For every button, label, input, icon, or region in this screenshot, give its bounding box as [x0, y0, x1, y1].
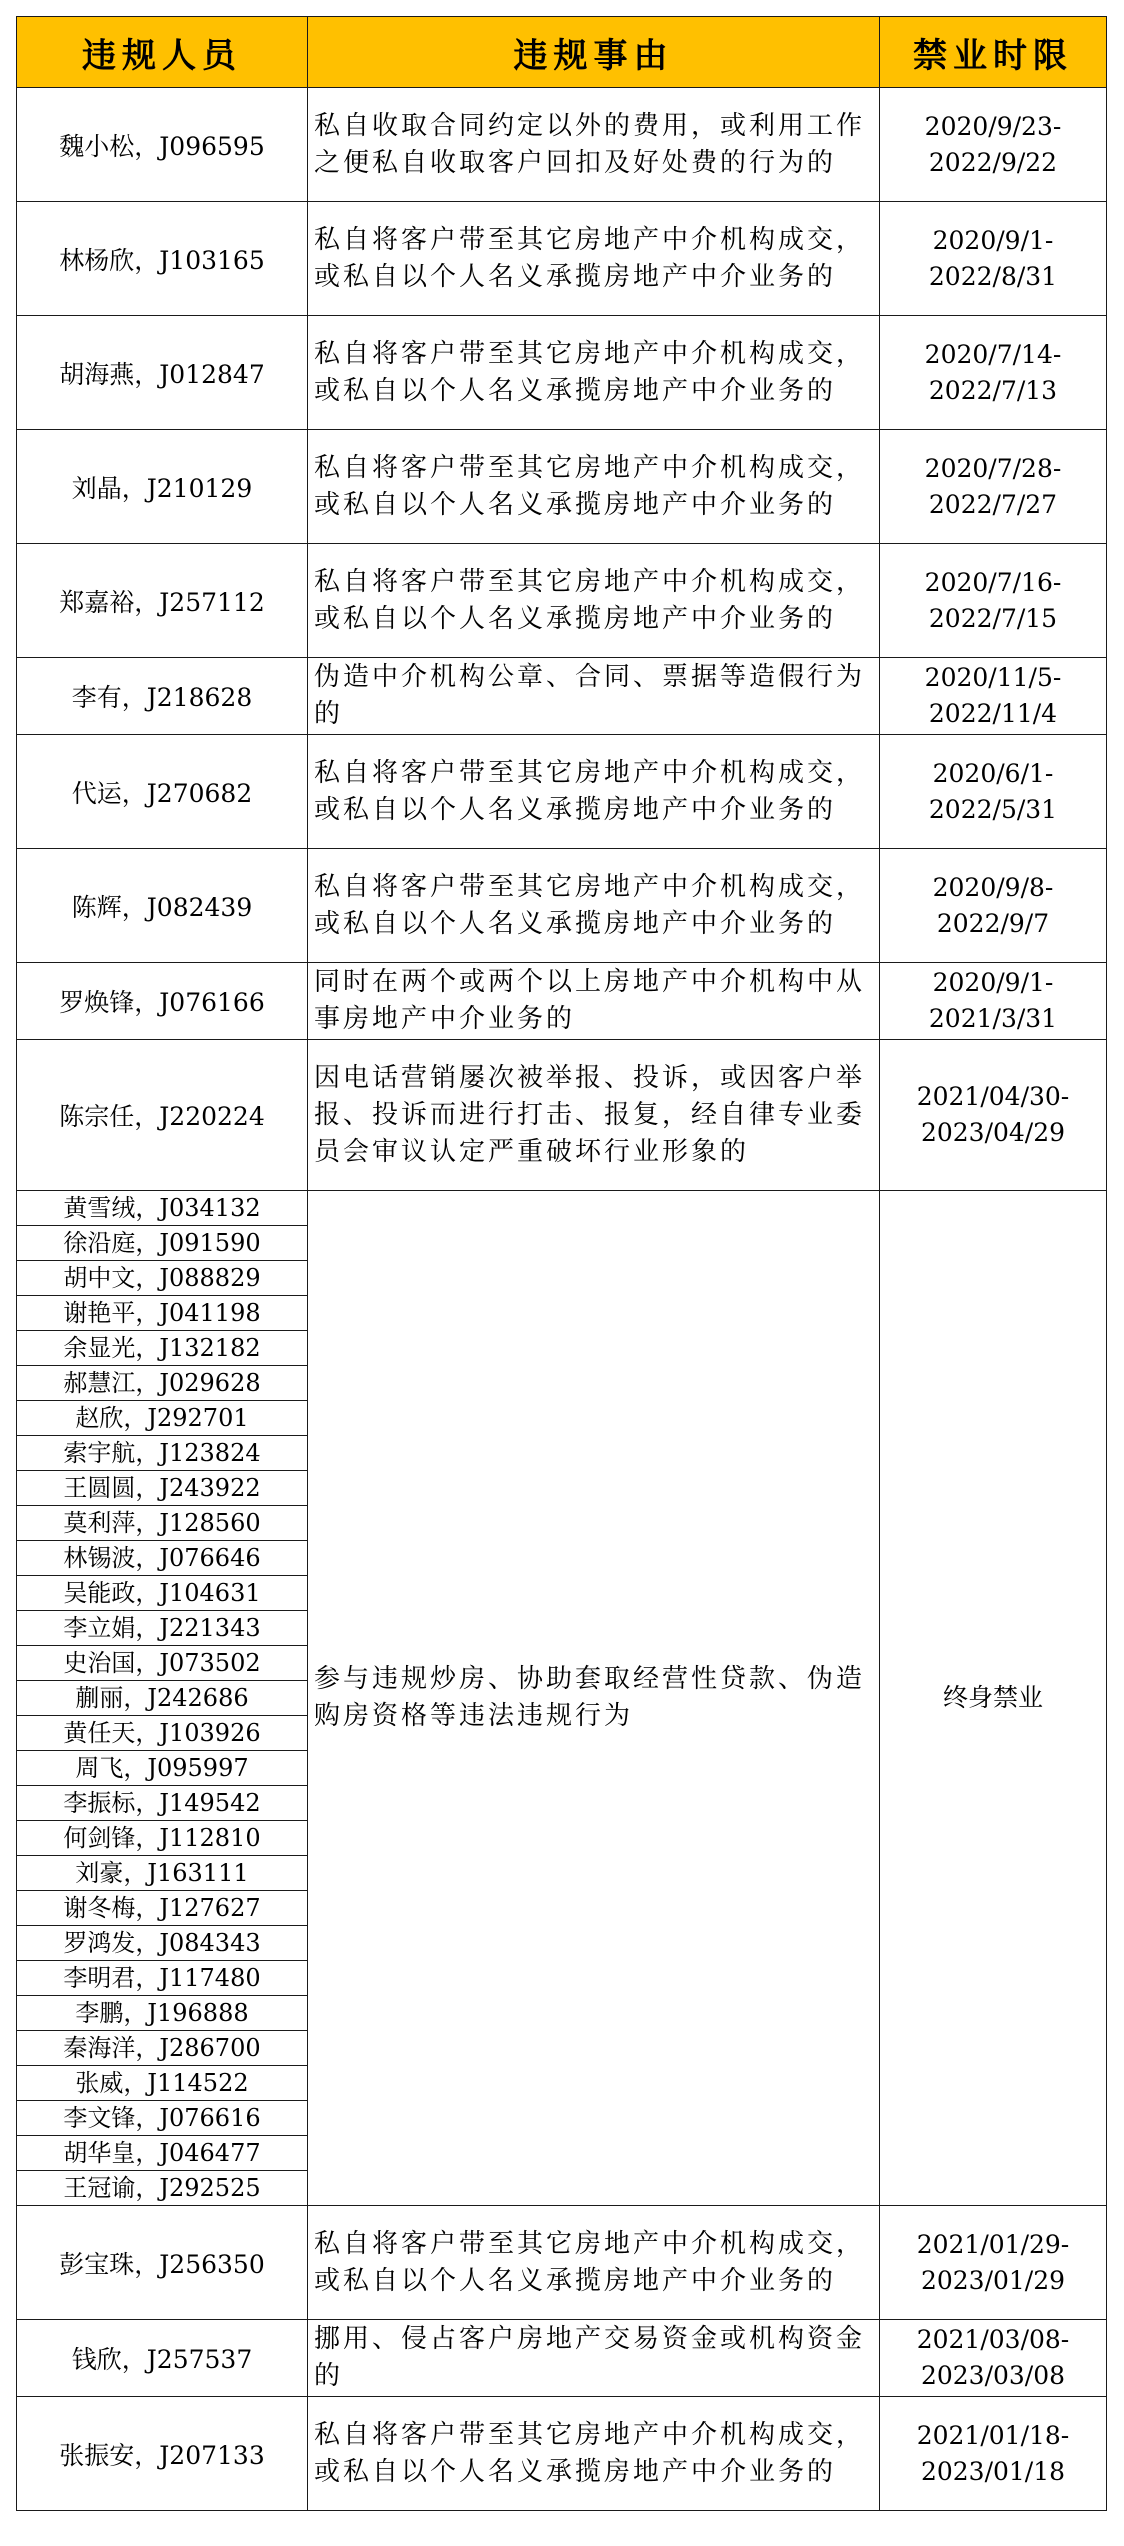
- person-cell: 王圆圆，J243922: [17, 1471, 308, 1506]
- reason-cell: 私自将客户带至其它房地产中介机构成交，或私自以个人名义承揽房地产中介业务的: [308, 316, 880, 430]
- table-row: [17, 849, 1107, 963]
- table-row: [17, 735, 1107, 849]
- person-cell: 赵欣，J292701: [17, 1401, 308, 1436]
- period-cell: [880, 658, 1107, 735]
- period-cell: [880, 2206, 1107, 2320]
- person-cell: 李文锋，J076616: [17, 2101, 308, 2136]
- table-row: [17, 2397, 1107, 2511]
- period-end: 2023/03/08: [920, 2361, 1066, 2390]
- table-row: [17, 963, 1107, 1040]
- person-cell: 黄雪绒，J034132: [17, 1191, 308, 1226]
- person-cell: 郑嘉裕，J257112: [17, 544, 308, 658]
- person-cell: 史治国，J073502: [17, 1646, 308, 1681]
- person-cell: 周飞，J095997: [17, 1751, 308, 1786]
- person-cell: 何剑锋，J112810: [17, 1821, 308, 1856]
- period-end: 2022/5/31: [928, 794, 1058, 824]
- person-cell: 张振安，J207133: [17, 2397, 308, 2511]
- header-person: 违规人员: [17, 17, 308, 88]
- table-row: [17, 430, 1107, 544]
- period-end: 2023/01/18: [920, 2456, 1066, 2486]
- period-cell: [880, 2397, 1107, 2511]
- header-reason: 违规事由: [308, 17, 880, 88]
- period-start: 2020/9/1-: [932, 225, 1054, 255]
- table-row: [17, 544, 1107, 658]
- period-cell: [880, 316, 1107, 430]
- table-row: [17, 2320, 1107, 2397]
- period-end: 2023/04/29: [920, 1118, 1066, 1147]
- person-cell: 王冠谕，J292525: [17, 2171, 308, 2206]
- reason-cell: 私自将客户带至其它房地产中介机构成交，或私自以个人名义承揽房地产中介业务的: [308, 849, 880, 963]
- reason-cell: 挪用、侵占客户房地产交易资金或机构资金的: [308, 2320, 880, 2397]
- period-cell: [880, 202, 1107, 316]
- person-cell: 罗焕锋，J076166: [17, 963, 308, 1040]
- period-end: 2022/7/15: [928, 603, 1058, 633]
- period-cell: [880, 430, 1107, 544]
- period-end: 2022/9/7: [936, 908, 1050, 938]
- period-cell: [880, 1040, 1107, 1191]
- person-cell: 郝慧江，J029628: [17, 1366, 308, 1401]
- period-cell: [880, 849, 1107, 963]
- period-start: 2021/04/30-: [916, 1082, 1070, 1111]
- person-cell: 钱欣，J257537: [17, 2320, 308, 2397]
- period-start: 2020/9/1-: [932, 968, 1054, 997]
- person-cell: 罗鸿发，J084343: [17, 1926, 308, 1961]
- header-period: 禁业时限: [880, 17, 1107, 88]
- person-cell: 李有，J218628: [17, 658, 308, 735]
- person-cell: 徐沿庭，J091590: [17, 1226, 308, 1261]
- reason-cell: 私自收取合同约定以外的费用，或利用工作之便私自收取客户回扣及好处费的行为的: [308, 88, 880, 202]
- group-reason-cell: 参与违规炒房、协助套取经营性贷款、伪造购房资格等违法违规行为: [308, 1191, 880, 2206]
- person-cell: 代运，J270682: [17, 735, 308, 849]
- reason-cell: 因电话营销屡次被举报、投诉，或因客户举报、投诉而进行打击、报复，经自律专业委员会审议认定严重破坏行业形象的: [308, 1040, 880, 1191]
- period-start: 2020/9/23-: [924, 111, 1062, 141]
- period-start: 2021/03/08-: [916, 2325, 1070, 2354]
- table-row: [17, 1040, 1107, 1191]
- reason-cell: 同时在两个或两个以上房地产中介机构中从事房地产中介业务的: [308, 963, 880, 1040]
- person-cell: 李振标，J149542: [17, 1786, 308, 1821]
- period-end: 2022/7/13: [928, 375, 1058, 405]
- period-start: 2020/9/8-: [932, 872, 1054, 902]
- table-body: [17, 88, 1107, 2511]
- person-cell: 莫利萍，J128560: [17, 1506, 308, 1541]
- table-row: [17, 2206, 1107, 2320]
- person-cell: 李鹏，J196888: [17, 1996, 308, 2031]
- period-end: 2021/3/31: [928, 1004, 1058, 1033]
- person-cell: 陈辉，J082439: [17, 849, 308, 963]
- person-cell: 林杨欣，J103165: [17, 202, 308, 316]
- person-cell: 胡海燕，J012847: [17, 316, 308, 430]
- period-cell: [880, 544, 1107, 658]
- period-start: 2020/7/28-: [924, 453, 1062, 483]
- person-cell: 李明君，J117480: [17, 1961, 308, 1996]
- period-end: 2023/01/29: [920, 2265, 1066, 2295]
- person-cell: 索宇航，J123824: [17, 1436, 308, 1471]
- period-cell: [880, 963, 1107, 1040]
- group-period-cell: 终身禁业: [880, 1191, 1107, 2206]
- period-end: 2022/8/31: [928, 261, 1058, 291]
- person-cell: 秦海洋，J286700: [17, 2031, 308, 2066]
- person-cell: 林锡波，J076646: [17, 1541, 308, 1576]
- period-start: 2020/11/5-: [924, 663, 1062, 692]
- person-cell: 余显光，J132182: [17, 1331, 308, 1366]
- table-row: [17, 202, 1107, 316]
- period-end: 2022/7/27: [928, 489, 1058, 519]
- period-cell: [880, 88, 1107, 202]
- reason-cell: 私自将客户带至其它房地产中介机构成交，或私自以个人名义承揽房地产中介业务的: [308, 430, 880, 544]
- period-start: 2020/6/1-: [932, 758, 1054, 788]
- table-row: [17, 88, 1107, 202]
- period-end: 2022/11/4: [928, 699, 1058, 728]
- person-cell: 刘晶，J210129: [17, 430, 308, 544]
- header-row: [17, 17, 1107, 88]
- person-cell: 张威，J114522: [17, 2066, 308, 2101]
- person-cell: 彭宝珠，J256350: [17, 2206, 308, 2320]
- reason-cell: 私自将客户带至其它房地产中介机构成交，或私自以个人名义承揽房地产中介业务的: [308, 2397, 880, 2511]
- reason-cell: 伪造中介机构公章、合同、票据等造假行为的: [308, 658, 880, 735]
- table-row: [17, 1191, 1107, 1226]
- period-cell: [880, 2320, 1107, 2397]
- person-cell: 刘豪，J163111: [17, 1856, 308, 1891]
- person-cell: 谢艳平，J041198: [17, 1296, 308, 1331]
- table-row: [17, 658, 1107, 735]
- person-cell: 魏小松，J096595: [17, 88, 308, 202]
- table-row: [17, 316, 1107, 430]
- person-cell: 黄任天，J103926: [17, 1716, 308, 1751]
- period-end: 2022/9/22: [928, 147, 1058, 177]
- person-cell: 陈宗任，J220224: [17, 1040, 308, 1191]
- period-cell: [880, 735, 1107, 849]
- person-cell: 蒯丽，J242686: [17, 1681, 308, 1716]
- period-start: 2021/01/29-: [916, 2229, 1070, 2259]
- reason-cell: 私自将客户带至其它房地产中介机构成交，或私自以个人名义承揽房地产中介业务的: [308, 202, 880, 316]
- reason-cell: 私自将客户带至其它房地产中介机构成交，或私自以个人名义承揽房地产中介业务的: [308, 2206, 880, 2320]
- period-start: 2021/01/18-: [916, 2420, 1070, 2450]
- person-cell: 李立娟，J221343: [17, 1611, 308, 1646]
- period-start: 2020/7/16-: [924, 567, 1062, 597]
- violations-table: [16, 16, 1107, 2511]
- person-cell: 吴能政，J104631: [17, 1576, 308, 1611]
- person-cell: 谢冬梅，J127627: [17, 1891, 308, 1926]
- person-cell: 胡华皇，J046477: [17, 2136, 308, 2171]
- reason-cell: 私自将客户带至其它房地产中介机构成交，或私自以个人名义承揽房地产中介业务的: [308, 735, 880, 849]
- reason-cell: 私自将客户带至其它房地产中介机构成交，或私自以个人名义承揽房地产中介业务的: [308, 544, 880, 658]
- person-cell: 胡中文，J088829: [17, 1261, 308, 1296]
- period-start: 2020/7/14-: [924, 339, 1062, 369]
